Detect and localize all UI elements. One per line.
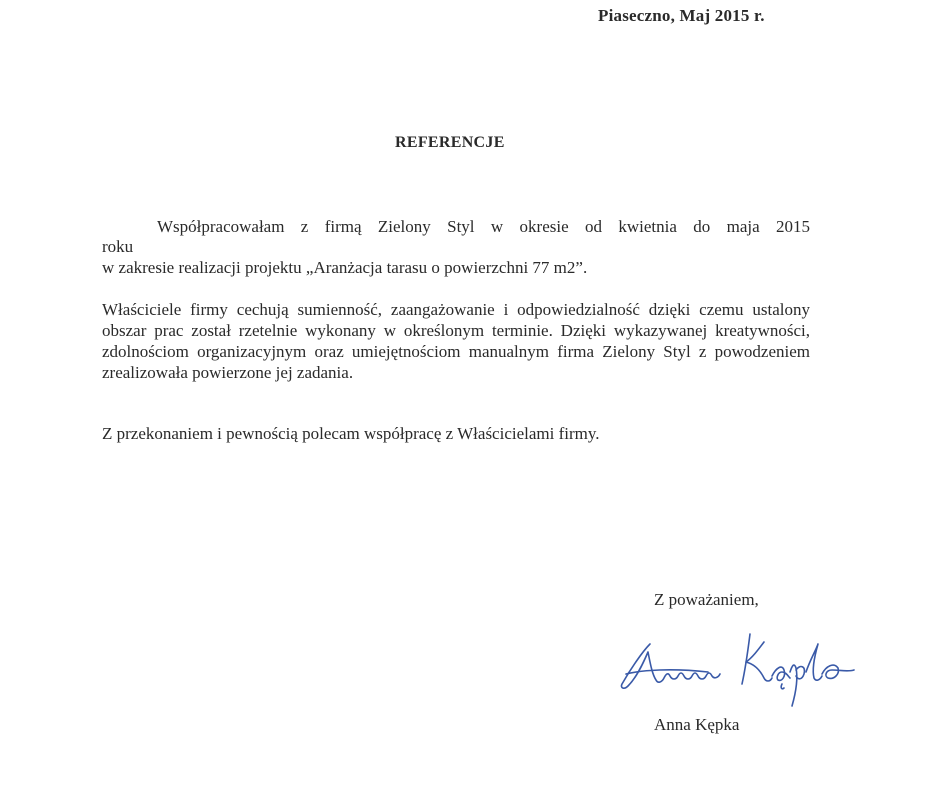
paragraph-3: Z przekonaniem i pewnością polecam współpracę z Właścicielami firmy. [102,424,600,443]
paragraph-1-line-1-text: Współpracowałam z firmą Zielony Styl w okresie od kwietnia do maja 2015 [157,217,810,236]
paragraph-1-line-1 [102,216,810,237]
place-and-date: Piaseczno, Maj 2015 r. [598,6,765,25]
signer-name: Anna Kępka [654,715,740,734]
letter-title: REFERENCJE [395,134,505,151]
paragraph-2: Właściciele firmy cechują sumienność, zaangażowanie i odpowiedzialność dzięki czemu ustalony obszar prac został rzetelnie wykonany w określonym terminie. Dzięki wykazywanej kreatywności, zdolnościom organizacyjnym oraz umiejętnościom manualnym firma Zielony Styl z powodzeniem zrealizowała powierzone jej zadania. [102,300,810,382]
closing-salutation: Z poważaniem, [654,590,759,609]
handwritten-signature [612,622,862,714]
paragraph-1-line-2: roku [102,237,134,256]
paragraph-1-line-3: w zakresie realizacji projektu „Aranżacja tarasu o powierzchni 77 m2”. [102,258,588,277]
